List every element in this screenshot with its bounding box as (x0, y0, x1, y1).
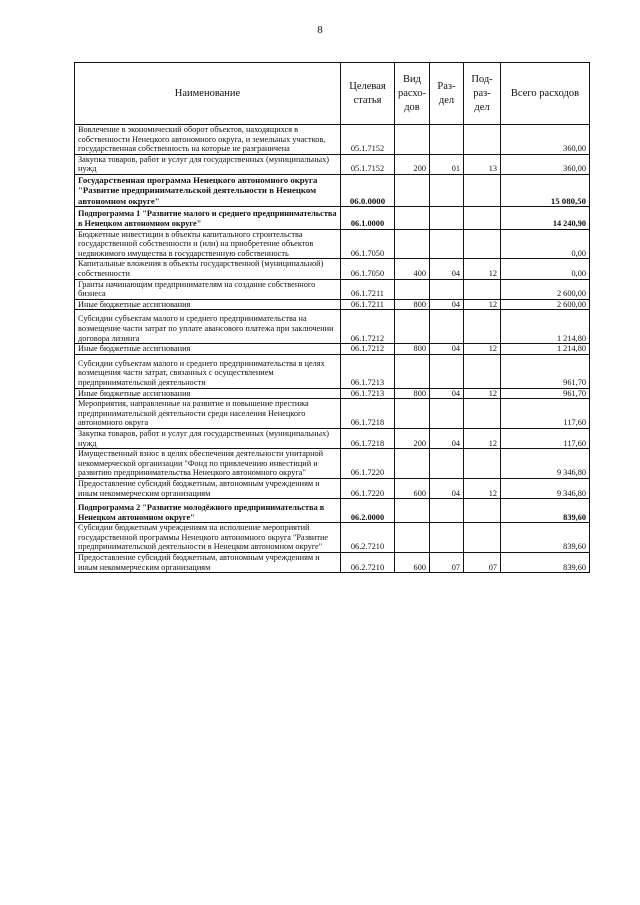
row-subsection (464, 279, 501, 299)
header-name: Наименование (75, 63, 341, 125)
row-name: Закупка товаров, работ и услуг для государственных (муниципальных) нужд (75, 428, 341, 448)
table-row-subprogram (75, 207, 590, 229)
row-section: 01 (430, 154, 464, 174)
row-expense-type: 600 (395, 478, 430, 498)
row-expense-type (395, 499, 430, 523)
row-section: 04 (430, 478, 464, 498)
row-section (430, 523, 464, 553)
table-row (75, 125, 590, 155)
row-section (430, 229, 464, 259)
row-expense-type (395, 399, 430, 429)
row-article: 06.1.7050 (341, 259, 395, 279)
row-total: 360,00 (501, 154, 590, 174)
header-section: Раз-дел (430, 63, 464, 125)
row-total: 0,00 (501, 259, 590, 279)
row-section: 04 (430, 344, 464, 355)
row-section: 07 (430, 553, 464, 573)
table-row (75, 523, 590, 553)
row-subsection: 12 (464, 299, 501, 310)
table-row (75, 399, 590, 429)
row-subsection (464, 207, 501, 229)
row-subsection: 12 (464, 388, 501, 399)
row-article: 06.0.0000 (341, 174, 395, 207)
table-row (75, 553, 590, 573)
row-subsection (464, 523, 501, 553)
row-name: Капитальные вложения в объекты государственной (муниципальной) собственности (75, 259, 341, 279)
row-expense-type: 200 (395, 428, 430, 448)
row-article: 06.1.7211 (341, 299, 395, 310)
row-subsection: 13 (464, 154, 501, 174)
row-total: 0,00 (501, 229, 590, 259)
row-expense-type (395, 174, 430, 207)
row-name: Иные бюджетные ассигнования (75, 344, 341, 355)
row-expense-type (395, 279, 430, 299)
row-total: 9 346,80 (501, 478, 590, 498)
row-expense-type (395, 310, 430, 344)
table-row (75, 279, 590, 299)
row-total: 117,60 (501, 428, 590, 448)
row-section: 04 (430, 259, 464, 279)
row-expense-type (395, 125, 430, 155)
row-article: 06.1.7212 (341, 344, 395, 355)
row-total: 2 600,00 (501, 299, 590, 310)
row-subsection: 12 (464, 478, 501, 498)
row-expense-type (395, 449, 430, 479)
row-subsection: 12 (464, 428, 501, 448)
header-expense-type: Вид расхо-дов (395, 63, 430, 125)
row-subsection (464, 354, 501, 388)
row-article: 06.2.7210 (341, 523, 395, 553)
table-row (75, 388, 590, 399)
row-expense-type: 400 (395, 259, 430, 279)
row-subsection (464, 229, 501, 259)
row-name: Имущественный взнос в целях обеспечения деятельности унитарной некоммерческой организации "Фонд по привлечению инвестиций и развитию предпринимательства Ненецкого автономного округа" (75, 449, 341, 479)
row-total: 117,60 (501, 399, 590, 429)
row-name: Субсидии субъектам малого и среднего предпринимательства в целях возмещения части затрат, связанных с осуществлением предпринимательской деятельности (75, 354, 341, 388)
row-article: 06.1.7220 (341, 478, 395, 498)
row-subsection (464, 449, 501, 479)
row-article: 06.1.7050 (341, 229, 395, 259)
row-name: Государственная программа Ненецкого автономного округа "Развитие предпринимательской деятельности в Ненецком автономном округе" (75, 174, 341, 207)
row-total: 839,60 (501, 523, 590, 553)
row-expense-type: 600 (395, 553, 430, 573)
table-row (75, 154, 590, 174)
row-section: 04 (430, 299, 464, 310)
row-total: 839,60 (501, 553, 590, 573)
row-subsection: 12 (464, 259, 501, 279)
row-name: Субсидии субъектам малого и среднего предпринимательства на возмещение части затрат по уплате авансового платежа при заключении договора лизинга (75, 310, 341, 344)
row-expense-type: 800 (395, 299, 430, 310)
row-article: 06.1.7213 (341, 388, 395, 399)
row-expense-type (395, 229, 430, 259)
row-total: 9 346,80 (501, 449, 590, 479)
row-section: 04 (430, 428, 464, 448)
table-header-row (75, 63, 590, 125)
row-subsection (464, 174, 501, 207)
table-row (75, 344, 590, 355)
table-row (75, 449, 590, 479)
row-name: Подпрограмма 2 "Развитие молодёжного предпринимательства в Ненецком автономном округе" (75, 499, 341, 523)
row-name: Субсидии бюджетным учреждениям на исполнение мероприятий государственной программы Ненецкого автономного округа "Развитие предпринимательской деятельности в Ненецком автономном округе" (75, 523, 341, 553)
row-subsection (464, 310, 501, 344)
row-total: 14 240,90 (501, 207, 590, 229)
row-subsection (464, 125, 501, 155)
table-row (75, 354, 590, 388)
expenditure-table (74, 62, 590, 573)
row-section (430, 279, 464, 299)
row-subsection: 07 (464, 553, 501, 573)
row-total: 961,70 (501, 388, 590, 399)
row-article: 06.1.7220 (341, 449, 395, 479)
header-subsection: Под-раз-дел (464, 63, 501, 125)
row-total: 1 214,80 (501, 344, 590, 355)
row-expense-type: 800 (395, 388, 430, 399)
row-section (430, 499, 464, 523)
row-name: Мероприятия, направленные на развитие и повышение престижа предпринимательской деятельности среди населения Ненецкого автономного округа (75, 399, 341, 429)
header-total: Всего расходов (501, 63, 590, 125)
row-total: 839,60 (501, 499, 590, 523)
row-expense-type (395, 523, 430, 553)
row-name: Иные бюджетные ассигнования (75, 388, 341, 399)
table-row (75, 310, 590, 344)
row-subsection: 12 (464, 344, 501, 355)
row-section (430, 125, 464, 155)
row-article: 06.1.7212 (341, 310, 395, 344)
table-row-subprogram (75, 499, 590, 523)
table-row (75, 259, 590, 279)
row-name: Предоставление субсидий бюджетным, автономным учреждениям и иным некоммерческим организациям (75, 553, 341, 573)
row-name: Вовлечение в экономический оборот объектов, находящихся в собственности Ненецкого автономного округа, и земельных участков, государственная собственность на которые не разграничена (75, 125, 341, 155)
row-article: 05.1.7152 (341, 125, 395, 155)
row-total: 1 214,80 (501, 310, 590, 344)
row-name: Предоставление субсидий бюджетным, автономным учреждениям и иным некоммерческим организациям (75, 478, 341, 498)
row-section (430, 174, 464, 207)
row-subsection (464, 499, 501, 523)
table-row (75, 299, 590, 310)
row-article: 06.1.0000 (341, 207, 395, 229)
row-expense-type: 200 (395, 154, 430, 174)
table-row (75, 229, 590, 259)
row-total: 961,70 (501, 354, 590, 388)
row-name: Гранты начинающим предпринимателям на создание собственного бизнеса (75, 279, 341, 299)
header-article: Целевая статья (341, 63, 395, 125)
row-total: 360,00 (501, 125, 590, 155)
row-article: 05.1.7152 (341, 154, 395, 174)
page-number: 8 (317, 24, 323, 36)
row-total: 15 080,50 (501, 174, 590, 207)
row-section: 04 (430, 388, 464, 399)
row-article: 06.1.7211 (341, 279, 395, 299)
row-expense-type: 800 (395, 344, 430, 355)
row-section (430, 310, 464, 344)
table-row-program (75, 174, 590, 207)
row-article: 06.1.7213 (341, 354, 395, 388)
row-expense-type (395, 354, 430, 388)
row-name: Иные бюджетные ассигнования (75, 299, 341, 310)
row-section (430, 354, 464, 388)
table-row (75, 478, 590, 498)
row-section (430, 449, 464, 479)
row-name: Бюджетные инвестиции в объекты капитального строительства государственной собственности и (или) на приобретение объектов недвижимого имущества в государственную собственность (75, 229, 341, 259)
row-name: Закупка товаров, работ и услуг для государственных (муниципальных) нужд (75, 154, 341, 174)
row-article: 06.1.7218 (341, 428, 395, 448)
row-article: 06.1.7218 (341, 399, 395, 429)
row-article: 06.2.0000 (341, 499, 395, 523)
row-section (430, 207, 464, 229)
row-name: Подпрограмма 1 "Развитие малого и среднего предпринимательства в Ненецком автономном округе" (75, 207, 341, 229)
table-row (75, 428, 590, 448)
row-subsection (464, 399, 501, 429)
row-expense-type (395, 207, 430, 229)
row-total: 2 600,00 (501, 279, 590, 299)
row-section (430, 399, 464, 429)
row-article: 06.2.7210 (341, 553, 395, 573)
